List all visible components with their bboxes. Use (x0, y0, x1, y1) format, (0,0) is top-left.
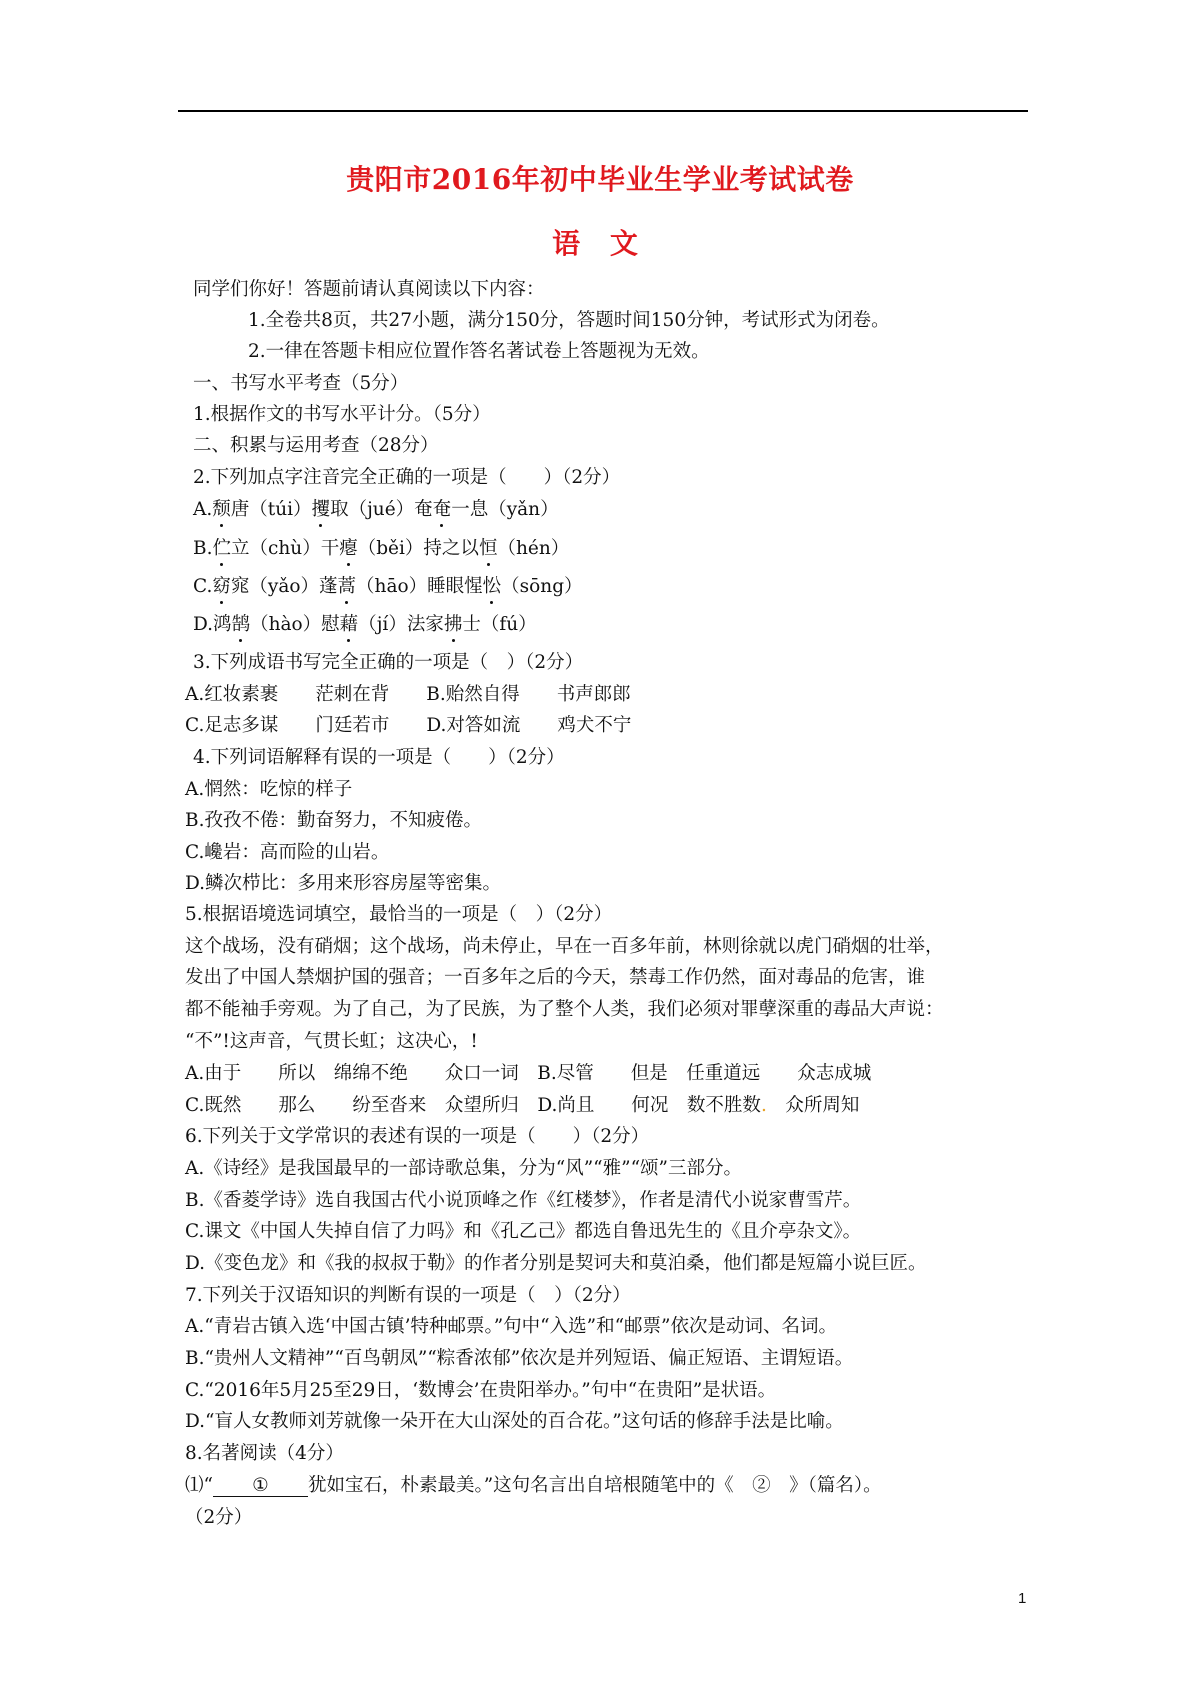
subject-title: 语 文 (552, 227, 648, 260)
question-7-option-b: B.“贵州人文精神”“百鸟朝凤”“粽香浓郁”依次是并列短语、偏正短语、主谓短语。 (185, 1348, 854, 1369)
question-8-part-1: ⑴“ ① 犹如宝石，朴素最美。”这句名言出自培根随笔中的《 ② 》（篇名）。 (185, 1475, 882, 1496)
answer-blank-1: ① (213, 1477, 308, 1497)
question-1: 1.根据作文的书写水平计分。（5分） (193, 404, 491, 425)
question-7-option-d: D.“盲人女教师刘芳就像一朵开在大山深处的百合花。”这句话的修辞手法是比喻。 (185, 1411, 844, 1432)
question-3-stem: 3.下列成语书写完全正确的一项是（ ）（2分） (193, 652, 584, 673)
question-8-stem: 8.名著阅读（4分） (185, 1443, 344, 1464)
header-rule (178, 110, 1028, 112)
section-2-heading: 二、积累与运用考查（28分） (193, 435, 439, 456)
question-7-option-a: A.“青岩古镇入选‘中国古镇’特种邮票。”句中“入选”和“邮票”依次是动词、名词。 (185, 1316, 838, 1337)
question-7-stem: 7.下列关于汉语知识的判断有误的一项是（ ）（2分） (185, 1285, 631, 1306)
question-2-option-d: D.鸿鹄（hào）慰藉（jí）法家拂士（fú） (193, 614, 537, 635)
question-2-option-b: B.伫立（chù）干瘪（běi）持之以恒（hén） (193, 538, 570, 559)
page-number: 1 (1018, 1590, 1027, 1607)
question-5-passage-1: 这个战场，没有硝烟；这个战场，尚未停止，早在一百多年前，林则徐就以虎门硝烟的壮举， (185, 936, 944, 957)
question-6-option-a: A.《诗经》是我国最早的一部诗歌总集，分为“风”“雅”“颂”三部分。 (185, 1158, 742, 1179)
question-6-stem: 6.下列关于文学常识的表述有误的一项是（ ）（2分） (185, 1126, 650, 1147)
question-4-option-a: A.惘然：吃惊的样子 (185, 779, 353, 800)
question-6-option-b: B.《香菱学诗》选自我国古代小说顶峰之作《红楼梦》，作者是清代小说家曹雪芹。 (185, 1190, 862, 1211)
question-6-option-d: D.《变色龙》和《我的叔叔于勒》的作者分别是契诃夫和莫泊桑，他们都是短篇小说巨匠。 (185, 1253, 927, 1274)
question-5-passage-3: 都不能袖手旁观。为了自己，为了民族，为了整个人类，我们必须对罪孽深重的毒品大声说： (185, 999, 944, 1020)
question-5-line-2: C.既然 那么 纷至沓来 众望所归 D.尚且 何况 数不胜数. 众所周知 (185, 1095, 860, 1116)
question-4-option-c: C.巉岩：高而险的山岩。 (185, 842, 390, 863)
intro-greeting: 同学们你好！答题前请认真阅读以下内容： (193, 279, 545, 300)
question-3-line-2: C.足志多谋 门廷若市 D.对答如流 鸡犬不宁 (185, 715, 632, 736)
question-2-stem: 2.下列加点字注音完全正确的一项是（ ）（2分） (193, 467, 621, 488)
question-5-stem: 5.根据语境选词填空，最恰当的一项是（ ）（2分） (185, 904, 613, 925)
question-4-option-b: B.孜孜不倦：勤奋努力，不知疲倦。 (185, 810, 482, 831)
question-4-option-d: D.鳞次栉比：多用来形容房屋等密集。 (185, 873, 502, 894)
question-6-option-c: C.课文《中国人失掉自信了力吗》和《孔乙己》都选自鲁迅先生的《且介亭杂文》。 (185, 1221, 862, 1242)
question-2-option-a: A.颓唐（túi）攫取（jué）奄奄一息（yǎn） (193, 499, 559, 520)
question-5-passage-2: 发出了中国人禁烟护国的强音；一百多年之后的今天，禁毒工作仍然，面对毒品的危害，谁 (185, 967, 926, 988)
question-4-stem: 4.下列词语解释有误的一项是（ ）（2分） (193, 747, 565, 768)
question-3-line-1: A.红妆素裹 茫刺在背 B.贻然自得 书声郎郎 (185, 684, 631, 705)
section-1-heading: 一、书写水平考查（5分） (193, 373, 409, 394)
stray-mark: . (760, 1095, 767, 1116)
question-8-part-1-points: （2分） (185, 1507, 253, 1528)
question-2-option-c: C.窈窕（yǎo）蓬蒿（hāo）睡眼惺忪（sōng） (193, 576, 583, 597)
question-7-option-c: C.“2016年5月25至29日，‘数博会’在贵阳举办。”句中“在贵阳”是状语。 (185, 1380, 777, 1401)
intro-note-2: 2.一律在答题卡相应位置作答名著试卷上答题视为无效。 (248, 341, 710, 362)
question-5-line-1: A.由于 所以 绵绵不绝 众口一词 B.尽管 但是 任重道远 众志成城 (185, 1063, 872, 1084)
intro-note-1: 1.全卷共8页，共27小题，满分150分，答题时间150分钟，考试形式为闭卷。 (248, 310, 890, 331)
exam-title: 贵阳市2016年初中毕业生学业考试试卷 (346, 163, 854, 196)
question-5-passage-4: “不”!这声音，气贯长虹；这决心，! (185, 1031, 478, 1052)
